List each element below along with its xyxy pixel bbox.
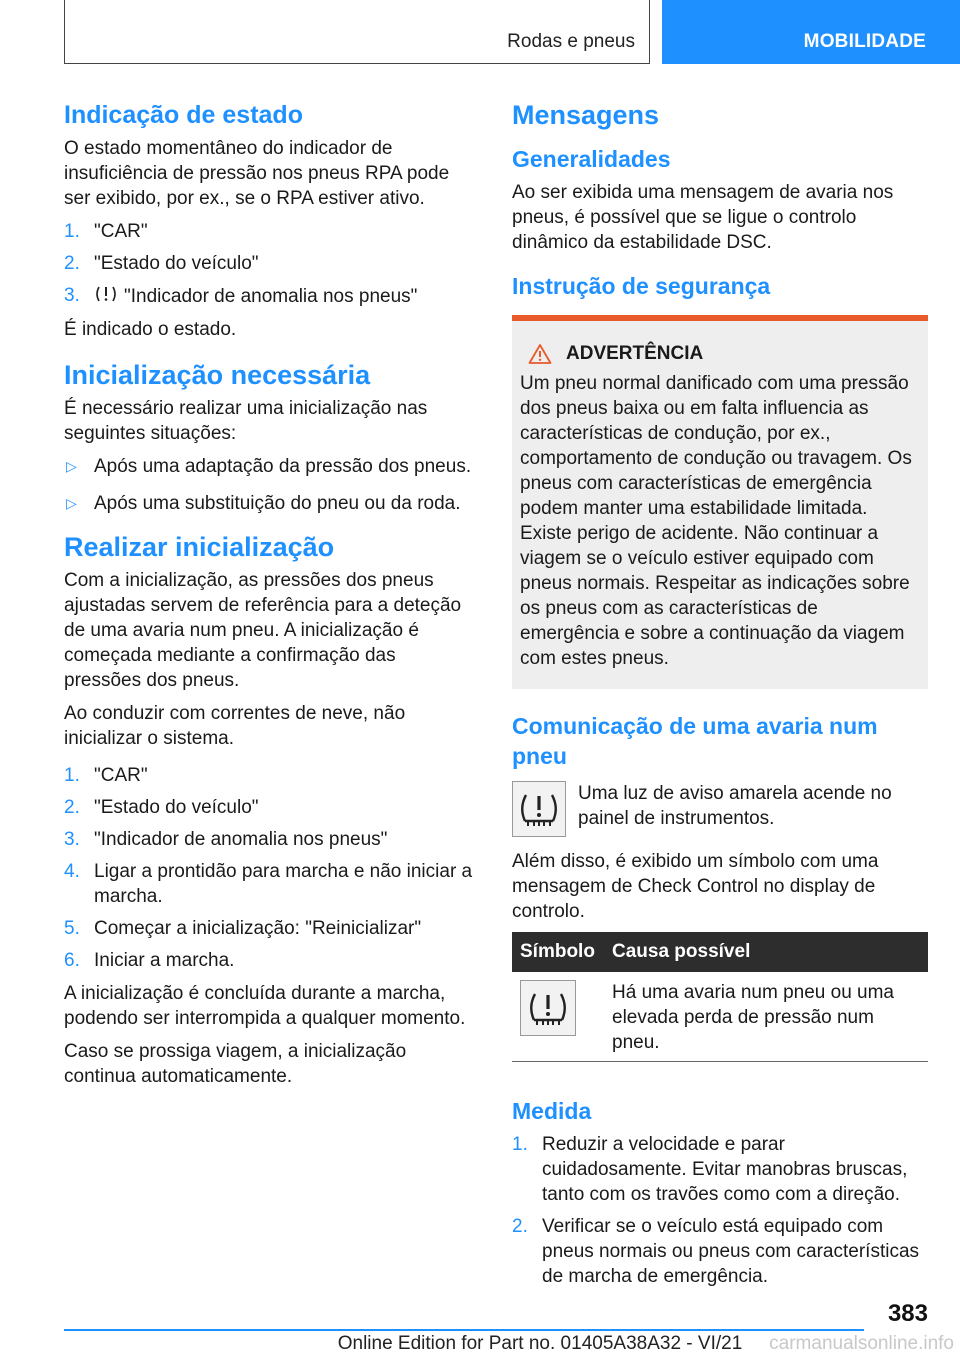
general-paragraph: Ao ser exibida uma mensagem de avaria nos pneus, é possível que se ligue o controlo dinâmico da estabilidade DSC. bbox=[512, 182, 894, 253]
failure-paragraph-2: Além disso, é exibido um símbolo com uma mensagem de Check Control no display de controlo. bbox=[512, 851, 879, 922]
warning-triangle-icon bbox=[528, 343, 552, 365]
section-tab bbox=[64, 0, 650, 64]
list-item: 2. "Estado do veículo" bbox=[64, 797, 259, 818]
tire-warning-icon bbox=[94, 283, 118, 305]
list-item: 2. Verificar se o veículo está equipado com pneus normais ou pneus com características de marcha de emergência. bbox=[512, 1216, 920, 1287]
init-paragraph-1: Com a inicialização, as pressões dos pneus ajustadas servem de referência para a deteção de uma avaria num pneu. A inicialização é começada mediante a confirmação das pressões dos pneus. bbox=[64, 570, 462, 691]
table-cell-symbol bbox=[512, 972, 604, 1062]
list-item: 1. "CAR" bbox=[64, 221, 148, 242]
status-heading: Indicação de estado bbox=[64, 101, 303, 129]
table-cell-cause: Há uma avaria num pneu ou uma elevada perda de pressão num pneu. bbox=[604, 972, 928, 1062]
failure-paragraph-1: Uma luz de aviso amarela acende no painel de instrumentos. bbox=[578, 783, 892, 829]
table-header-row bbox=[512, 932, 928, 972]
left-column bbox=[64, 100, 476, 1097]
failure-heading: Comunicação de uma avaria num pneu bbox=[512, 713, 878, 769]
measure-steps bbox=[512, 1132, 928, 1289]
list-item: ▷ Após uma substituição do pneu ou da roda. bbox=[66, 493, 461, 514]
list-item: 4. Ligar a prontidão para marcha e não iniciar a marcha. bbox=[64, 861, 473, 907]
status-paragraph: O estado momentâneo do indicador de insuficiência de pressão nos pneus RPA pode ser exibido, por ex., se o RPA estiver ativo. bbox=[64, 138, 450, 209]
table-row bbox=[512, 972, 928, 1062]
safety-heading: Instrução de segurança bbox=[512, 273, 771, 299]
list-item: 5. Começar a inicialização: "Reinicializar" bbox=[64, 918, 422, 939]
init-heading: Realizar inicialização bbox=[64, 532, 335, 562]
list-item: 1. Reduzir a velocidade e parar cuidadosamente. Evitar manobras bruscas, tanto com os travões como com a direção. bbox=[512, 1134, 908, 1205]
messages-heading: Mensagens bbox=[512, 100, 660, 130]
warning-light-row bbox=[512, 781, 928, 837]
section-title: Rodas e pneus bbox=[507, 31, 635, 52]
column-header-symbol: Símbolo bbox=[512, 932, 604, 972]
warning-box bbox=[512, 315, 928, 689]
warning-label: ADVERTÊNCIA bbox=[566, 343, 704, 364]
watermark: carmanualsonline.info bbox=[769, 1333, 954, 1354]
init-paragraph-3: A inicialização é concluída durante a marcha, podendo ser interrompida a qualquer momento. bbox=[64, 983, 466, 1029]
list-item: 3. "Indicador de anomalia nos pneus" bbox=[64, 829, 388, 850]
warning-header bbox=[520, 343, 920, 365]
page-header bbox=[0, 0, 960, 66]
bullet-triangle-icon: ▷ bbox=[66, 495, 77, 511]
list-item: 3. "Indicador de anomalia nos pneus" bbox=[64, 285, 418, 307]
column-header-cause: Causa possível bbox=[604, 932, 928, 972]
init-needed-heading: Inicialização necessária bbox=[64, 360, 371, 390]
list-item: 6. Iniciar a marcha. bbox=[64, 950, 235, 971]
status-result: É indicado o estado. bbox=[64, 319, 237, 340]
chapter-title: MOBILIDADE bbox=[803, 31, 926, 52]
right-column bbox=[512, 100, 928, 1297]
init-needed-list bbox=[64, 454, 476, 516]
tire-pressure-warning-icon bbox=[520, 980, 576, 1036]
list-item: 1. "CAR" bbox=[64, 765, 148, 786]
chapter-tab bbox=[662, 0, 960, 64]
general-heading: Generalidades bbox=[512, 146, 671, 172]
edition-text: Online Edition for Part no. 01405A38A32 - VI/21 bbox=[337, 1333, 743, 1354]
init-paragraph-2: Ao conduzir com correntes de neve, não inicializar o sistema. bbox=[64, 703, 406, 749]
list-item: 2. "Estado do veículo" bbox=[64, 253, 259, 274]
tire-pressure-warning-icon bbox=[512, 781, 566, 837]
init-steps bbox=[64, 763, 476, 973]
init-needed-paragraph: É necessário realizar uma inicialização nas seguintes situações: bbox=[64, 398, 428, 444]
measure-heading: Medida bbox=[512, 1098, 592, 1124]
footer-divider bbox=[64, 1329, 864, 1331]
status-steps bbox=[64, 219, 476, 309]
page-number: 383 bbox=[887, 1300, 928, 1327]
list-item: ▷ Após uma adaptação da pressão dos pneus. bbox=[66, 456, 472, 477]
symbol-table bbox=[512, 932, 928, 1062]
warning-text: Um pneu normal danificado com uma pressão dos pneus baixa ou em falta influencia as características de condução, por ex., comportamento de condução ou travagem. Os pneus com características de emergência podem manter uma estabilidade limitada. Existe perigo de acidente. Não continuar a viagem se o veículo estiver equipado com pneus normais. Respeitar as indicações sobre os pneus com as características de emergência e sobre a continuação da viagem com estes pneus. bbox=[520, 373, 912, 669]
init-paragraph-4: Caso se prossiga viagem, a inicialização continua automaticamente. bbox=[64, 1041, 407, 1087]
bullet-triangle-icon: ▷ bbox=[66, 458, 77, 474]
